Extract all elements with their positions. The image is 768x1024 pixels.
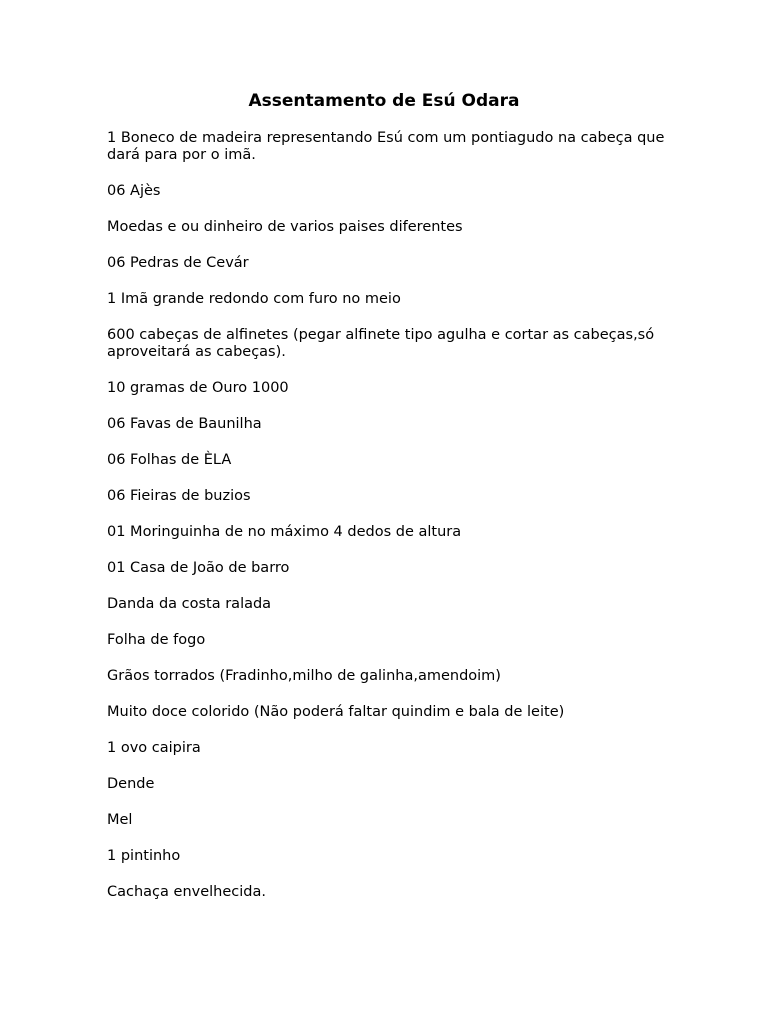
list-item: Moedas e ou dinheiro de varios paises diferentes <box>107 219 463 235</box>
document-title: Assentamento de Esú Odara <box>248 91 520 111</box>
list-item: Grãos torrados (Fradinho,milho de galinha,amendoim) <box>107 668 501 684</box>
list-item: 1 Boneco de madeira representando Esú com um pontiagudo na cabeça que dará para por o imã. <box>107 130 665 163</box>
list-item: Mel <box>107 812 133 828</box>
list-item: Folha de fogo <box>107 632 206 648</box>
list-item: 01 Casa de João de barro <box>107 560 290 576</box>
list-item: 1 Imã grande redondo com furo no meio <box>107 291 401 307</box>
list-item: Cachaça envelhecida. <box>107 884 266 900</box>
list-item: 06 Pedras de Cevár <box>107 255 249 271</box>
list-item: 06 Folhas de ÈLA <box>107 452 232 468</box>
list-item: 01 Moringuinha de no máximo 4 dedos de altura <box>107 524 462 540</box>
list-item: 600 cabeças de alfinetes (pegar alfinete tipo agulha e cortar as cabeças,só aproveitará as cabeças). <box>107 327 655 360</box>
list-item: 06 Fieiras de buzios <box>107 488 251 504</box>
list-item: Danda da costa ralada <box>107 596 272 612</box>
list-item: 1 pintinho <box>107 848 181 864</box>
ingredient-list <box>107 130 667 920</box>
list-item: 06 Favas de Baunilha <box>107 416 262 432</box>
list-item: 1 ovo caipira <box>107 740 201 756</box>
list-item: 10 gramas de Ouro 1000 <box>107 380 289 396</box>
list-item: Dende <box>107 776 155 792</box>
list-item: Muito doce colorido (Não poderá faltar quindim e bala de leite) <box>107 704 565 720</box>
list-item: 06 Ajès <box>107 183 161 199</box>
